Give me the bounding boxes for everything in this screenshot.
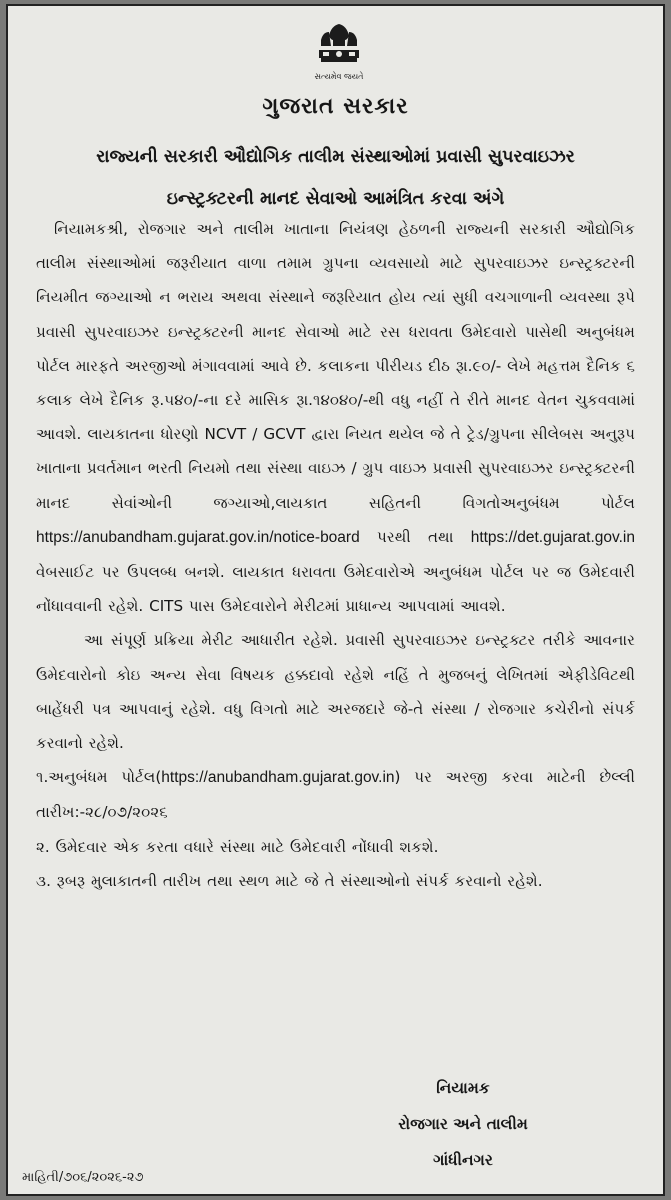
point-1-suffix: ) પર અરજી કરવા માટેની છેલ્લી તારીખ:-૨૮/૦૭/૨૦૨૬ <box>36 768 635 822</box>
paragraph-2: આ સંપૂર્ણ પ્રક્રિયા મેરીટ આધારીત રહેશે. પ્રવાસી સુપરવાઇઝર ઇન્સ્ટ્રક્ટર તરીકે આવનાર ઉમેદવારોનો કોઇ અન્ય સેવા વિષયક હક્કદાવો રહેશે નહિં તે મુજબનું લેખિતમાં એફીડેવિટથી બાહેંધરી પત્ર આપવાનું રહેશે. વધુ વિગતો માટે અરજદારે જે-તે સંસ્થા / રોજગાર કચેરીનો સંપર્ક કરવાનો રહેશે. <box>36 631 635 753</box>
paragraph-1-text: નિયામકશ્રી, રોજગાર અને તાલીમ ખાતાના નિયંત્રણ હેઠળની રાજ્યની સરકારી ઔદ્યોગિક તાલીમ સંસ્થાઓમાં જરૂરીયાત વાળા તમામ ગ્રુપના વ્યવસાયો માટે સુપરવાઇઝર ઇન્સ્ટ્રક્ટરની નિયમીત જગ્યાઓ ન ભરાય અથવા સંસ્થાને જરૂરિયાત હોય ત્યાં સુધી વચગાળાની વ્યવસ્થા રૂપે પ્રવાસી સુપરવાઇઝર ઇન્સ્ટ્રક્ટરની માનદ સેવાઓ માટે રસ ધરાવતા ઉમેદવારો પાસેથી અનુબંધમ પોર્ટલ મારફતે અરજીઓ મંગાવવામાં આવે છે. કલાકના પીરીયડ દીઠ રૂા.૯૦/- લેખે મહત્તમ દૈનિક ૬ કલાક લેખે દૈનિક રૂ.૫૪૦/-ના દરે માસિક રૂા.૧૪૦૪૦/-થી વધુ નહીં તે રીતે માનદ વેતન ચુકવવામાં આવશે. લાયકાતના ધોરણો NCVT / GCVT દ્વારા નિયત થયેલ જે તે ટ્રેડ/ગ્રુપના સીલેબસ અનુરૂપ ખાતાના પ્રવર્તમાન ભરતી નિયમો તથા સંસ્થા વાઇઝ / ગ્રુપ વાઇઝ પ્રવાસી સુપરવાઇઝર ઇન્સ્ટ્રક્ટરની માનદ સેવાંઓની જગ્યાઓ,લાયકાત સહિતની વિગતોઅનુબંધમ પોર્ટલ <box>36 220 635 512</box>
reference-number: માહિતી/૭૦૬/૨૦૨૬-૨૭ <box>22 1170 144 1185</box>
anubandham-portal-link[interactable]: https://anubandham.gujarat.gov.in <box>161 769 395 787</box>
page-title: ગુજરાત સરકાર <box>262 94 409 119</box>
signature-department: રોજગાર અને તાલીમ <box>398 1115 528 1133</box>
point-3: ૩. રૂબરૂ મુલાકાતની તારીખ તથા સ્થળ માટે જે તે સંસ્થાઓનો સંપર્ક કરવાનો રહેશે. <box>36 871 543 890</box>
points-list <box>36 760 635 898</box>
notice-paper <box>6 4 665 1196</box>
det-website-link[interactable]: https://det.gujarat.gov.in <box>470 528 635 546</box>
point-1 <box>36 760 635 829</box>
point-2: ૨. ઉમેદવાર એક કરતા વધારે સંસ્થા માટે ઉમેદવારી નોંધાવી શકશે. <box>36 837 439 856</box>
notice-board-link[interactable]: https://anubandham.gujarat.gov.in/notice-board <box>36 528 360 546</box>
signature-location: ગાંધીનગર <box>433 1151 493 1169</box>
point-1-prefix: ૧.અનુબંધમ પોર્ટલ( <box>36 768 162 787</box>
notice-subtitle <box>28 136 643 220</box>
signature-designation: નિયામક <box>436 1079 490 1097</box>
ashoka-emblem-icon <box>309 20 369 84</box>
subtitle-line-1: રાજ્યની સરકારી ઔદ્યોગિક તાલીમ સંસ્થાઓમાં પ્રવાસી સુપરવાઇઝર <box>96 147 575 167</box>
paragraph-1-continued: વેબસાઈટ પર ઉપલબ્ધ બનશે. લાયકાત ધરાવતા ઉમેદવારોએ અનુબંધમ પોર્ટલ પર જ ઉમેદવારી નોંધાવવાની રહેશે. CITS પાસ ઉમેદવારોને મેરીટમાં પ્રાધાન્ય આપવામાં આવશે. <box>36 563 635 616</box>
subtitle-line-2: ઇન્સ્ટ્રક્ટરની માનદ સેવાઓ આમંત્રિત કરવા અંગે <box>166 189 505 209</box>
emblem-caption: સત્યમેવ જયતે <box>314 72 364 81</box>
signature-block <box>348 1070 578 1178</box>
paragraph-1 <box>36 212 635 623</box>
parthi-tatha-text: પરથી તથા <box>377 527 454 546</box>
notice-body <box>36 212 635 898</box>
